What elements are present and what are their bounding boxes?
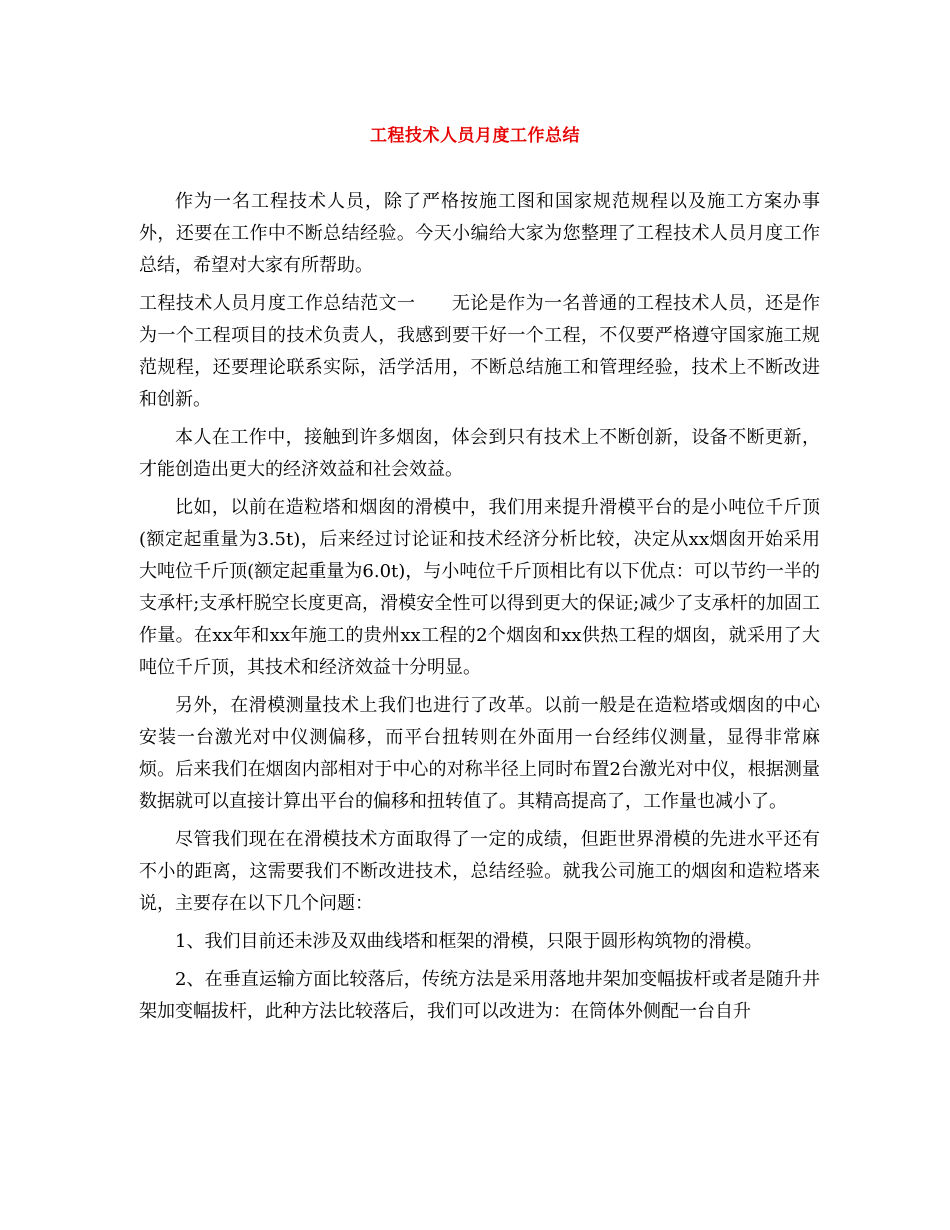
paragraph-problem-1: 1、我们目前还未涉及双曲线塔和框架的滑模，只限于圆形构筑物的滑模。	[175, 931, 763, 952]
paragraph-jack-improvement: 比如，以前在造粒塔和烟囱的滑模中，我们用来提升滑模平台的是小吨位千斤顶(额定起重量为3.5t)，后来经过讨论证和技术经济分析比较，决定从xx烟囱开始采用大吨位千斤顶(额定起重量为6.0t)，与小吨位千斤顶相比有以下优点：可以节约一半的支承杆;支承杆脱空长度更高，滑模安全性可以得到更大的保证;减少了支承杆的加固工作量。在xx年和xx年施工的贵州xx工程的2个烟囱和xx供热工程的烟囱，就采用了大吨位千斤顶，其技术和经济效益十分明显。	[139, 497, 820, 678]
paragraph-problems-intro: 尽管我们现在在滑模技术方面取得了一定的成绩，但距世界滑模的先进水平还有不小的距离，这需要我们不断改进技术，总结经验。就我公司施工的烟囱和造粒塔来说，主要存在以下几个问题：	[139, 829, 820, 914]
sample-heading: 工程技术人员月度工作总结范文一	[139, 293, 416, 314]
paragraph-intro: 作为一名工程技术人员，除了严格按施工图和国家规范规程以及施工方案办事外，还要在工作中不断总结经验。今天小编给大家为您整理了工程技术人员月度工作总结，希望对大家有所帮助。	[139, 191, 820, 276]
paragraph-measurement-reform: 另外，在滑模测量技术上我们也进行了改革。以前一般是在造粒塔或烟囱的中心安装一台激光对中仪测偏移，而平台扭转则在外面用一台经纬仪测量，显得非常麻烦。后来我们在烟囱内部相对于中心的对称半径上同时布置2台激光对中仪，根据测量数据就可以直接计算出平台的偏移和扭转值了。其精高提高了，工作量也减小了。	[139, 695, 820, 812]
paragraph-problem-2: 2、在垂直运输方面比较落后，传统方法是采用落地井架加变幅拔杆或者是随升井架加变幅拔杆，此种方法比较落后，我们可以改进为：在筒体外侧配一台自升	[139, 969, 820, 1022]
paragraph-sample-one	[139, 288, 820, 416]
document-title: 工程技术人员月度工作总结	[370, 126, 580, 146]
document-body	[139, 186, 820, 1034]
paragraph-chimney-experience: 本人在工作中，接触到许多烟囱，体会到只有技术上不断创新，设备不断更新，才能创造出更大的经济效益和社会效益。	[139, 427, 820, 480]
sample-text: 无论是作为一名普通的工程技术人员，还是作为一个工程项目的技术负责人，我感到要干好一个工程，不仅要严格遵守国家施工规范规程，还要理论联系实际，活学活用，不断总结施工和管理经验，技术上不断改进和创新。	[139, 293, 821, 410]
